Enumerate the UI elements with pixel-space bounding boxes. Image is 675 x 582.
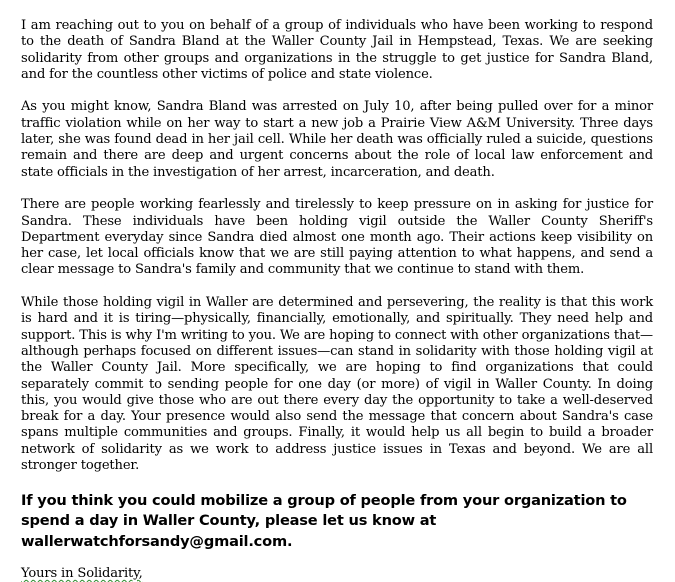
paragraph-arrest-background: As you might know, Sandra Bland was arrested on July 10, after being pulled over for a minor traffic violation while on her way to start a new job a Prairie View A&M University. Three days later, she was found dead in her jail cell. While her death was officially ruled a suicide, questions remain and there are deep and urgent concerns about the role of local law enforcement and state officials in the investigation of her arrest, incarceration, and death. — [21, 99, 653, 180]
paragraph-request: While those holding vigil in Waller are determined and persevering, the reality is that this work is hard and it is tiring—physically, financially, emotionally, and spiritually. They need help and support. This is why I'm writing to you. We are hoping to connect with other organizations that—although perhaps focused on different issues—can stand in solidarity with those holding vigil at the Waller County Jail. More specifically, we are hoping to find organizations that could separately commit to sending people for one day (or more) of vigil in Waller County. In doing this, you would give those who are out there every day the opportunity to take a well-deserved break for a day. Your presence would also send the message that concern about Sandra's case spans multiple communities and groups. Finally, it would help us all begin to build a broader network of solidarity as we work to address justice issues in Texas and beyond. We are all stronger together. — [21, 295, 653, 474]
call-to-action: If you think you could mobilize a group of people from your organization to spend a day in Waller County, please let us know at wallerwatchforsandy@gmail.com. — [21, 491, 627, 550]
letter-body — [21, 18, 653, 582]
closing-signoff: Yours in Solidarity, — [21, 566, 143, 582]
paragraph-vigil: There are people working fearlessly and tirelessly to keep pressure on in asking for justice for Sandra. These individuals have been holding vigil outside the Waller County Sheriff's Department everyday since Sandra died almost one month ago. Their actions keep visibility on her case, let local officials know that we are still paying attention to what happens, and send a clear message to Sandra's family and community that we continue to stand with them. — [21, 197, 653, 278]
paragraph-intro: I am reaching out to you on behalf of a group of individuals who have been working to respond to the death of Sandra Bland at the Waller County Jail in Hempstead, Texas. We are seeking solidarity from other groups and organizations in the struggle to get justice for Sandra Bland, and for the countless other victims of police and state violence. — [21, 18, 653, 82]
